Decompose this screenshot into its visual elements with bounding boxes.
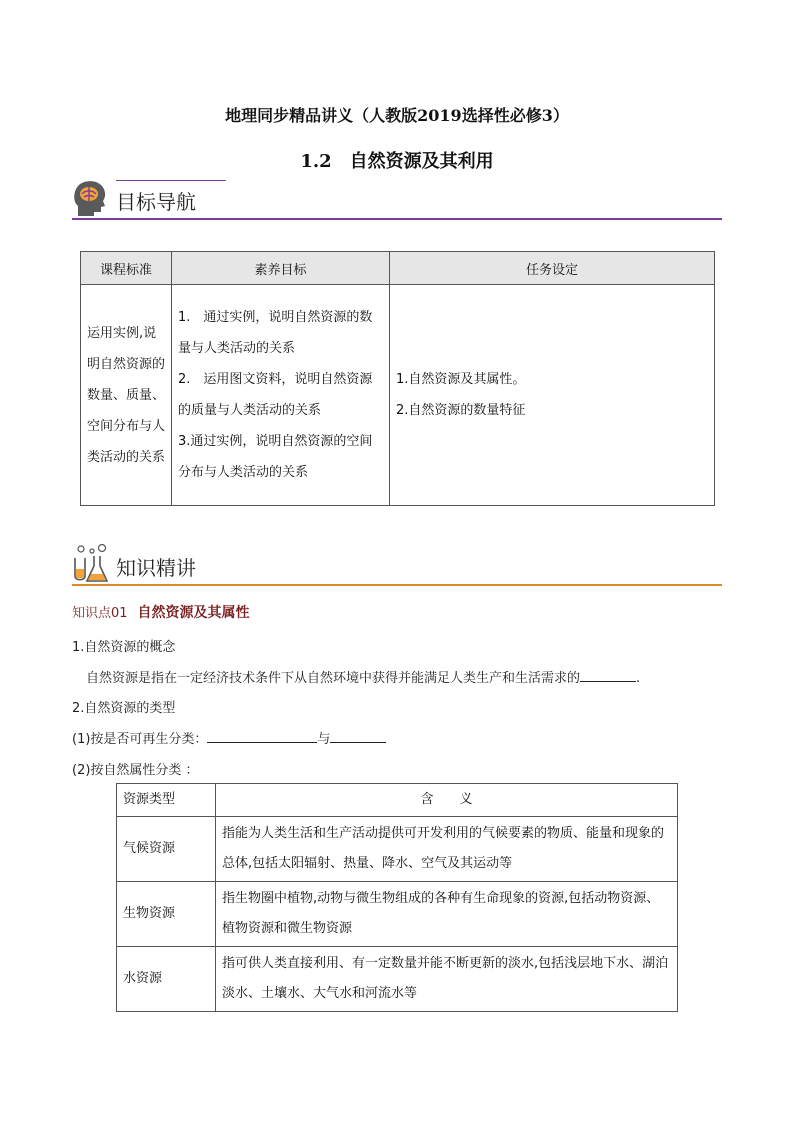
- header-cell: 素养目标: [172, 252, 390, 285]
- knowledge-point-title: 自然资源及其属性: [137, 605, 250, 621]
- section-rule: [72, 584, 722, 586]
- literacy-goals-cell: [172, 285, 390, 506]
- head-brain-icon: [72, 178, 108, 218]
- course-standard-cell: 运用实例,说明自然资源的数量、质量、空间分布与人类活动的关系: [81, 285, 172, 506]
- section-title-goals: 目标导航: [116, 190, 196, 214]
- knowledge-point-label: [72, 602, 250, 622]
- task-item: 1.自然资源及其属性。: [396, 372, 526, 387]
- table-row: [81, 285, 715, 506]
- table-header-row: [117, 784, 678, 817]
- table-row: [117, 817, 678, 882]
- renewability-line: [72, 728, 386, 747]
- resource-meaning-cell: 指可供人类直接利用、有一定数量并能不断更新的淡水,包括浅层地下水、湖泊淡水、土壤水、大气水和河流水等: [216, 947, 678, 1012]
- resource-type-cell: 水资源: [117, 947, 216, 1012]
- section-header-goals: [72, 178, 722, 220]
- resource-type-cell: 生物资源: [117, 882, 216, 947]
- types-heading: 2.自然资源的类型: [72, 701, 176, 716]
- table-row: [117, 882, 678, 947]
- section-title-knowledge: 知识精讲: [116, 556, 196, 580]
- literacy-goal-item: 3.通过实例，说明自然资源的空间分布与人类活动的关系: [178, 434, 373, 480]
- table-header-row: [81, 252, 715, 285]
- task-item: 2.自然资源的数量特征: [396, 403, 526, 418]
- literacy-goal-item: 2. 运用图文资料，说明自然资源的质量与人类活动的关系: [178, 372, 373, 418]
- table-row: [117, 947, 678, 1012]
- section-rule: [72, 218, 722, 220]
- goal-table: [80, 251, 715, 506]
- section-header-knowledge: [72, 544, 722, 586]
- section-overline: [116, 180, 226, 181]
- attribute-heading: (2)按自然属性分类 ：: [72, 763, 199, 778]
- header-cell: 课程标准: [81, 252, 172, 285]
- tasks-cell: [390, 285, 715, 506]
- knowledge-point-number: 知识点01: [72, 606, 128, 621]
- header-cell: 资源类型: [117, 784, 216, 817]
- resource-type-table: [116, 783, 678, 1012]
- resource-meaning-cell: 指生物圈中植物,动物与微生物组成的各种有生命现象的资源,包括动物资源、植物资源和微生物资源: [216, 882, 678, 947]
- lab-flask-icon: [72, 544, 108, 584]
- fill-blank[interactable]: [207, 730, 317, 743]
- renewability-joiner: 与: [317, 732, 331, 747]
- header-cell: 含 义: [216, 784, 678, 817]
- renewability-label: (1)按是否可再生分类：: [72, 732, 208, 747]
- header-cell: 任务设定: [390, 252, 715, 285]
- literacy-goal-item: 1. 通过实例，说明自然资源的数量与人类活动的关系: [178, 310, 373, 356]
- concept-paragraph: 自然资源是指在一定经济技术条件下从自然环境中获得并能满足人类生产和生活需求的 .: [86, 671, 641, 686]
- fill-blank[interactable]: [580, 669, 636, 682]
- resource-type-cell: 气候资源: [117, 817, 216, 882]
- lesson-title: 1.2 自然资源及其利用: [300, 151, 494, 172]
- fill-blank[interactable]: [330, 730, 386, 743]
- concept-heading: 1.自然资源的概念: [72, 640, 176, 655]
- resource-meaning-cell: 指能为人类生活和生产活动提供可开发利用的气候要素的物质、能量和现象的总体,包括太阳辐射、热量、降水、空气及其运动等: [216, 817, 678, 882]
- document-title: 地理同步精品讲义（人教版2019选择性必修3）: [225, 106, 569, 125]
- concept-text: 自然资源是指在一定经济技术条件下从自然环境中获得并能满足人类生产和生活需求的: [86, 671, 581, 686]
